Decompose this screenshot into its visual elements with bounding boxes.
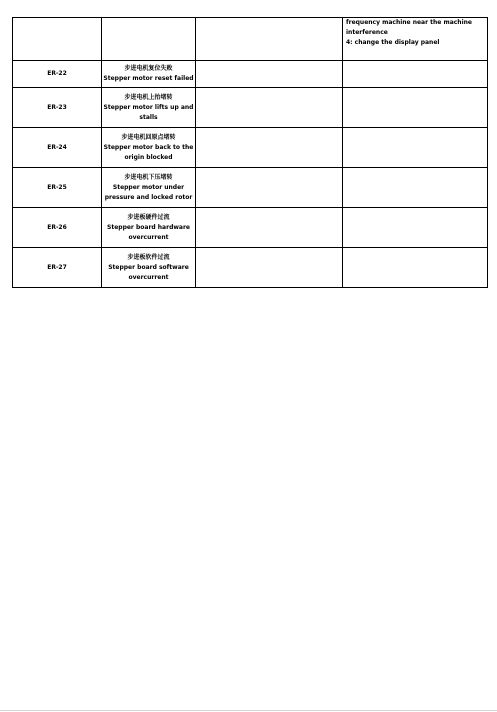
solution-cell [343,248,488,288]
table-row [13,128,488,168]
error-code: ER-26 [13,208,102,248]
error-code: ER-25 [13,168,102,208]
description-en: Stepper board hardware overcurrent [107,223,190,241]
table-row [13,208,488,248]
error-code: ER-24 [13,128,102,168]
table-row [13,61,488,88]
error-code-table [12,17,488,288]
page-bottom-divider [0,710,497,711]
solution-cell [343,88,488,128]
solution-cell [343,128,488,168]
description-cell [102,248,196,288]
solution-line: frequency machine near the machine [346,19,472,26]
table-row [13,248,488,288]
description-cell [102,61,196,88]
error-code: ER-22 [13,61,102,88]
cause-cell [196,128,343,168]
description-en: Stepper motor under pressure and locked rotor [104,183,193,201]
table-row [13,18,488,61]
description-en: Stepper motor reset failed [103,75,194,82]
solution-cell [343,168,488,208]
error-code: ER-27 [13,248,102,288]
description-zh: 步进电机复位失败 [124,65,173,72]
solution-cell [343,61,488,88]
table-row [13,88,488,128]
solution-cell [343,18,488,61]
cause-cell [196,88,343,128]
description-zh: 步进电机回原点堵转 [121,133,176,141]
cause-cell [196,61,343,88]
cause-cell [196,18,343,61]
cause-cell [196,208,343,248]
description-cell [102,168,196,208]
description-zh: 步进电机下压堵转 [124,173,173,181]
solution-line: interference [346,29,388,36]
solution-cell [343,208,488,248]
solution-line: 4: change the display panel [346,39,440,46]
description-cell [102,88,196,128]
description-cell [102,18,196,61]
description-zh: 步进板硬件过流 [127,213,170,221]
table-row [13,168,488,208]
error-code: ER-23 [13,88,102,128]
description-en: Stepper board software overcurrent [108,263,189,281]
description-cell [102,128,196,168]
description-cell [102,208,196,248]
cause-cell [196,168,343,208]
description-zh: 步进板软件过流 [127,253,170,261]
cause-cell [196,248,343,288]
description-en: Stepper motor back to the origin blocked [103,143,194,161]
description-en: Stepper motor lifts up and stalls [103,103,194,121]
code-cell [13,18,102,61]
description-zh: 步进电机上抬堵转 [124,93,173,101]
